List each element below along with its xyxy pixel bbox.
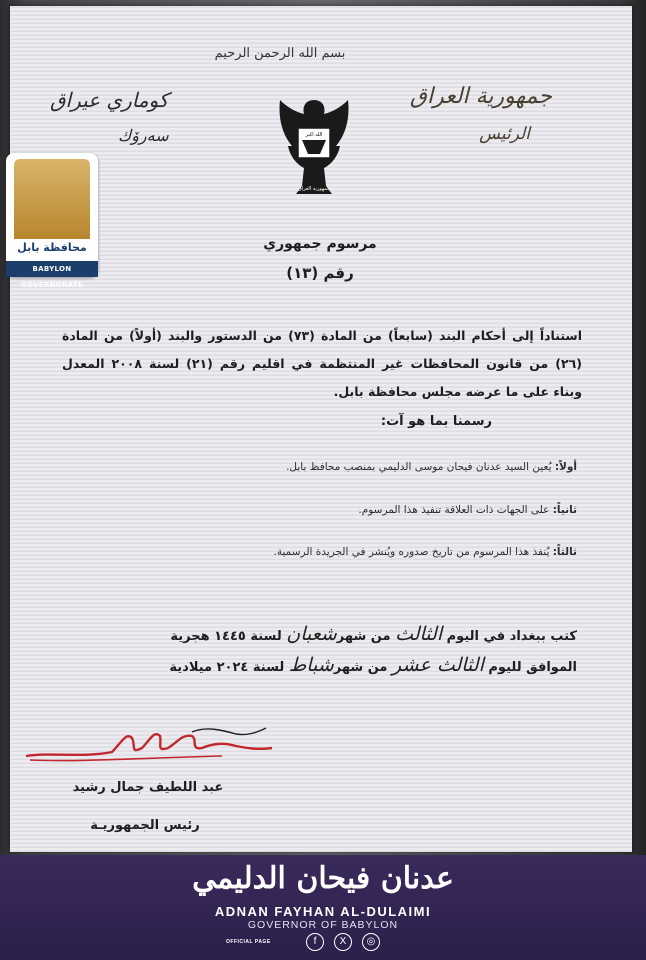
emblem-top-text: الله اكبر [305,132,323,138]
handwritten-day: الثالث عشر [392,654,484,676]
decree-number: رقم (١٣) [286,264,354,282]
kurdish-republic-title: كوماري عيراق [50,88,169,112]
footer-role: GOVERNOR OF BABYLON [247,919,399,931]
decree-title: مرسوم جمهوري [263,236,377,252]
signer-name: عبد اللطيف جمال رشيد [72,780,224,795]
facebook-icon[interactable]: f [306,933,324,951]
issued-gregorian-date: الموافق لليوم الثالث عشر من شهرشباط لسنة ٢٠٢٤ ميلادية [169,654,577,676]
handwritten-month: شباط [288,654,334,676]
decree-order-line: رسمنا بما هو آت: [380,414,492,429]
official-page-label: OFFICIAL PAGE [226,939,271,945]
item-text: على الجهات ذات العلاقة تنفيذ هذا المرسوم. [358,504,550,516]
decree-item-2 [358,504,577,516]
babylon-governorate-logo [6,153,98,289]
issued-hijri-date: كتب ببغداد في اليوم الثالث من شهرشعبان لسنة ١٤٤٥ هجرية [170,623,577,645]
logo-english-text: BABYLON GOVERNORATE [6,261,98,277]
x-icon[interactable]: X [334,933,352,951]
item-label: أولاً: [554,461,577,473]
footer-english-name: ADNAN FAYHAN AL-DULAIMI [214,904,432,919]
decree-item-3 [274,546,577,558]
emblem-bottom-text: جمهورية العراق [297,186,331,192]
footer-banner [0,855,646,960]
republic-title: جمهورية العراق [409,84,552,109]
decree-item-1 [286,461,577,473]
signature [22,712,282,772]
decree-preamble: استناداً إلى أحكام البند (سابعاً) من المادة (٧٣) من الدستور والبند (أولاً) من المادة (٢٦) من قانون المحافظات غير المنتظمة في اقليم رقم (٢١) لسنة ٢٠٠٨ المعدل وبناء على ما عرضه مجلس محافظة بابل. [62,328,582,399]
handwritten-month: شعبان [286,623,337,645]
instagram-icon[interactable]: ◎ [362,933,380,951]
item-label: ثالثاً: [552,546,577,558]
iraq-eagle-emblem [268,94,360,204]
item-label: ثانياً: [552,504,577,516]
footer-arabic-name: عدنان فيحان الدليمي [192,861,454,896]
handwritten-day: الثالث [395,623,443,645]
item-text: يُعين السيد عدنان فيحان موسى الدليمي بمنصب محافظ بابل. [286,461,552,473]
logo-arabic-text: محافظة بابل [17,241,87,254]
kurdish-presidency-label: سەرۆك [118,126,169,145]
signer-title: رئيس الجمهوريـة [90,818,200,833]
basmala: بسم الله الرحمن الرحيم [214,46,346,61]
decree-document [10,6,632,852]
item-text: يُنفذ هذا المرسوم من تاريخ صدوره ويُنشر في الجريدة الرسمية. [273,546,550,558]
presidency-label: الرئيس [479,124,530,144]
logo-figure-image [14,159,90,239]
